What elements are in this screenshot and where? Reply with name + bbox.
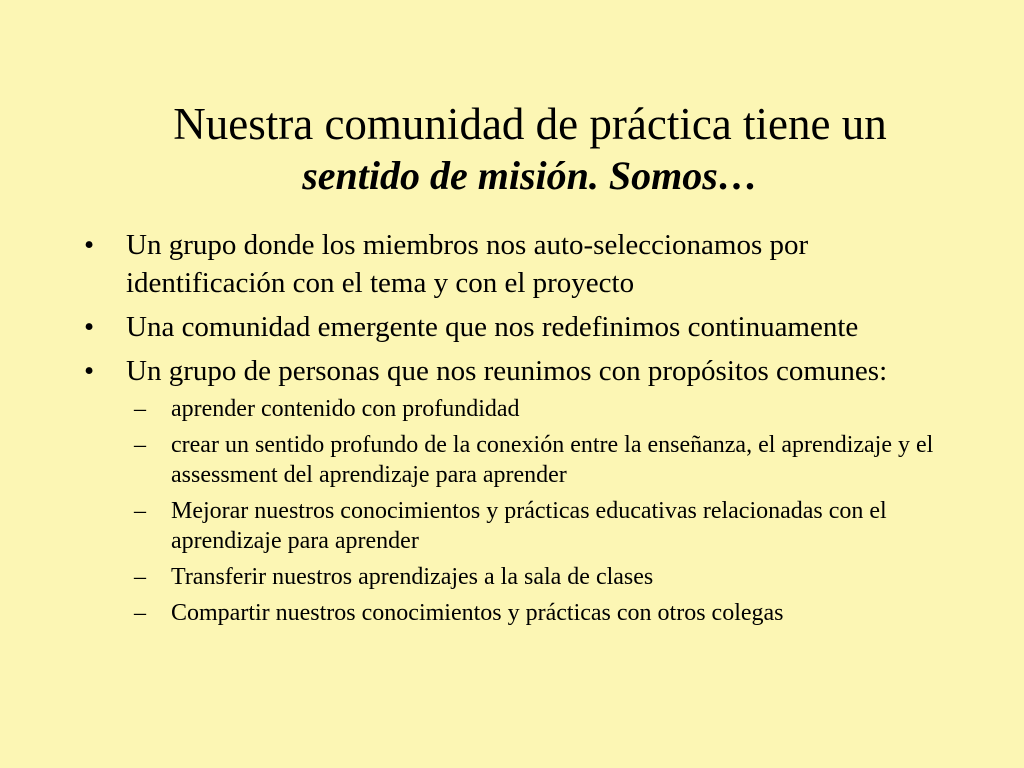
- bullet-item: [0, 226, 1024, 302]
- sub-bullet-text: crear un sentido profundo de la conexión entre la enseñanza, el aprendizaje y el assessment del aprendizaje para aprender: [171, 432, 934, 488]
- bullet-item: [0, 308, 1024, 346]
- dash-marker: –: [134, 432, 146, 458]
- bullet-text: Una comunidad emergente que nos redefinimos continuamente: [126, 311, 859, 343]
- sub-bullet-text: aprender contenido con profundidad: [171, 396, 520, 422]
- sub-bullet-item: [126, 598, 964, 628]
- bullet-list: [0, 226, 1024, 634]
- dash-marker: –: [134, 396, 146, 422]
- dash-marker: –: [134, 564, 146, 590]
- sub-bullet-text: Transferir nuestros aprendizajes a la sala de clases: [171, 564, 654, 590]
- bullet-marker: •: [84, 229, 95, 261]
- bullet-marker: •: [84, 311, 95, 343]
- slide-title: [60, 98, 1000, 202]
- sub-bullet-item: [126, 562, 964, 592]
- title-line-2: sentido de misión. Somos…: [302, 153, 758, 198]
- bullet-text: Un grupo donde los miembros nos auto-seleccionamos por identificación con el tema y con el proyecto: [126, 229, 809, 299]
- sub-bullet-text: Mejorar nuestros conocimientos y prácticas educativas relacionadas con el aprendizaje para aprender: [171, 498, 887, 554]
- bullet-text: Un grupo de personas que nos reunimos con propósitos comunes:: [126, 355, 888, 387]
- sub-bullet-item: [126, 430, 964, 490]
- sub-bullet-item: [126, 394, 964, 424]
- dash-marker: –: [134, 498, 146, 524]
- sub-bullet-text: Compartir nuestros conocimientos y prácticas con otros colegas: [171, 600, 784, 626]
- bullet-item: [0, 352, 1024, 628]
- bullet-marker: •: [84, 355, 95, 387]
- title-line-1: Nuestra comunidad de práctica tiene un: [173, 99, 887, 149]
- sub-bullet-item: [126, 496, 964, 556]
- dash-marker: –: [134, 600, 146, 626]
- sub-bullet-list: [126, 394, 964, 628]
